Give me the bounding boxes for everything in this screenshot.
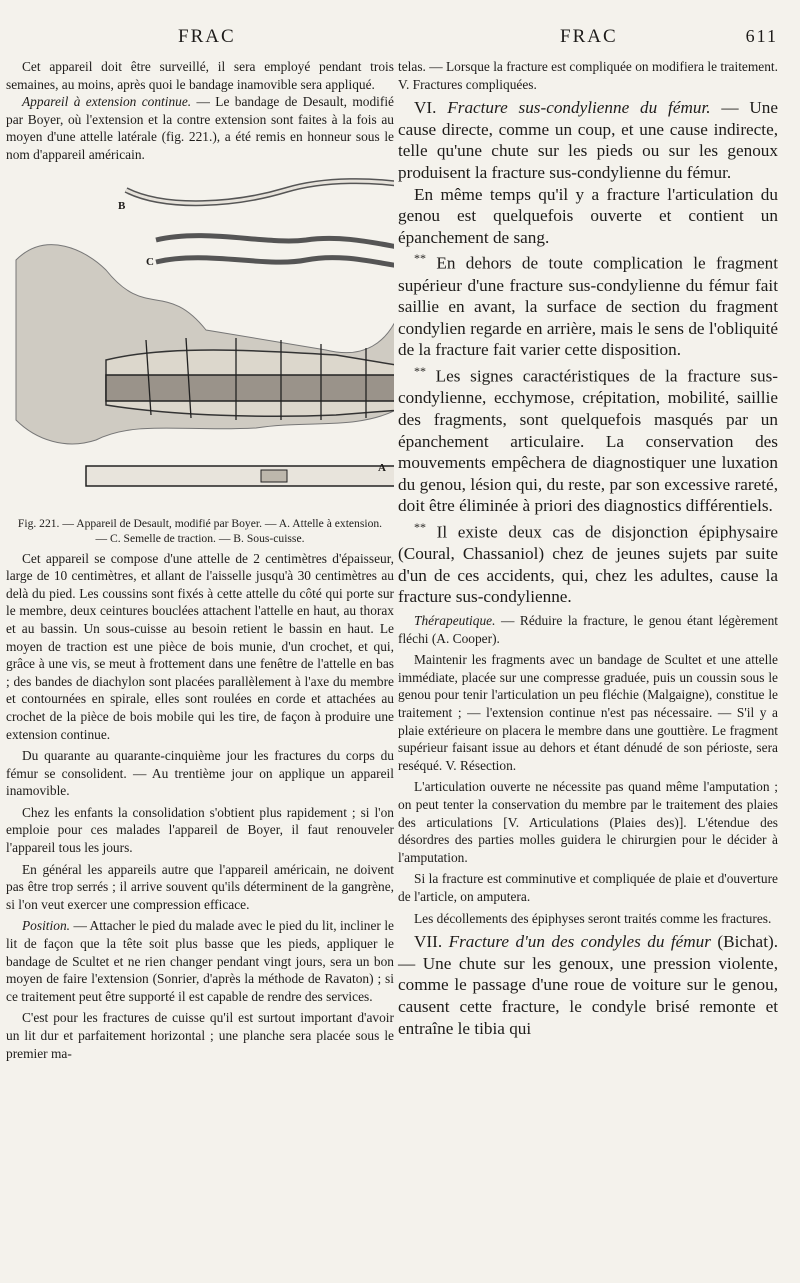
asterism-3: * — [414, 519, 420, 534]
signes-text: Les signes caractéristiques de la fracture sus-condylienne, ecchymose, crépitation, mobilité, saillie des fragments, sont quelquefois masqués par un épanchement articulaire. La conservation des mouvements empêchera de diagnostiquer une luxation du genou, lésion qui, du reste, par son excessive rareté, doit être éliminée à priori des diagnostics différentiels. — [398, 366, 778, 516]
paragraph-articulation: L'articulation ouverte ne nécessite pas quand même l'amputation ; on peut tenter la conservation du membre par le traitement des plaies des articulations [V. Articulations (Plaies des)]. L'étendue des désordres des parties molles guidera le chirurgien pour le décider à l'amputation. — [398, 779, 778, 865]
asterism-2: * — [414, 364, 420, 379]
paragraph-disjonction — [398, 517, 778, 608]
section-7-title: Fracture d'un des condyles du fémur — [448, 932, 711, 952]
caption-line-1: Fig. 221. — Appareil de Desault, modifié par Boyer. — A. Attelle à extension. — [17, 516, 383, 530]
paragraph-signes — [398, 361, 778, 517]
figure-label-c: C — [146, 255, 154, 268]
section-6-number: VI. — [414, 98, 437, 118]
section-6 — [398, 97, 778, 183]
section-7 — [398, 931, 778, 1039]
paragraph-bed: C'est pour les fractures de cuisse qu'il est surtout important d'avoir un lit dur et parfaitement horizontal ; une planche sera placée sous le premier ma- — [6, 1010, 394, 1061]
paragraph-position — [6, 917, 394, 1005]
left-column — [6, 58, 394, 1062]
figure-label-a: A — [378, 461, 386, 474]
asterism-1: * — [414, 251, 420, 266]
section-6-text: — Une cause directe, comme un coup, et une cause indirecte, telle qu'une chute sur les pieds ou sur les genoux produisent la fracture sus-condylienne du fémur. — [398, 98, 778, 182]
asterism-1b: * — [420, 251, 426, 266]
extension-label: Appareil à extension continue. — [22, 94, 192, 110]
splint-illustration — [6, 170, 394, 520]
paragraph-general: En général les appareils autre que l'appareil américain, ne doivent pas être trop serrés ; il arrive souvent qu'ils déterminent de la gangrène, si l'on veut exercer une compression efficace. — [6, 861, 394, 912]
position-text: — Attacher le pied du malade avec le pied du lit, incliner le lit de façon que la tête soit plus basse que les pieds, appliquer le bandage de Scultet et ne rien changer pendant vingt jours, sera un bon moyen de faire l'extension (Sonrier, d'après la méthode de Ravaton) ; si ce traitement peut être supporté il est capable de rendre des services. — [6, 918, 394, 1004]
section-7-number: VII. — [414, 932, 443, 952]
disjonction-text: Il existe deux cas de disjonction épiphysaire (Coural, Chassaniol) chez de jeunes sujets par suite d'un de ces accidents, qui, chez les adultes, cause la fracture sus-condylienne. — [398, 522, 778, 607]
running-head-right: FRAC — [560, 26, 618, 47]
therapeutique-label: Thérapeutique. — [414, 613, 496, 629]
therapeutique-text: — Réduire la fracture, le genou étant légèrement fléchi (A. Cooper). — [398, 613, 778, 646]
paragraph-decollements: Les décollements des épiphyses seront traités comme les fractures. — [414, 910, 772, 926]
paragraph-meme-temps: En même temps qu'il y a fracture l'articulation du genou est quelquefois ouverte et contient un épanchement de sang. — [398, 184, 778, 247]
dehors-text: En dehors de toute complication le fragment supérieur d'une fracture sus-condylienne du fémur fait saillie en avant, la surface de section du fragment condylien regarde en arrière, mais le sens de l'obliquité de la fracture fait varier cette disposition. — [398, 254, 778, 360]
right-column — [398, 58, 778, 1039]
paragraph-children: Chez les enfants la consolidation s'obtient plus rapidement ; si l'on emploie pour ces malades l'appareil de Boyer, il faut renouveler l'appareil tous les jours. — [6, 804, 394, 856]
paragraph-consolidation: Du quarante au quarante-cinquième jour les fractures du corps du fémur se consolident. — Au trentième jour on applique un appareil inamovible. — [6, 748, 394, 799]
extension-paragraph — [6, 93, 394, 163]
caption-line-2: — C. Semelle de traction. — B. Sous-cuisse. — [95, 531, 305, 545]
paragraph-maintenir: Maintenir les fragments avec un bandage de Scultet et une attelle immédiate, placée sur une compresse graduée, puis un coussin sous le genou pour tenir l'articulation un peu fléchie (Malgaigne), constitue le traitement ; — l'extension continue n'est pas nécessaire. — S'il y a plaie extérieure on placera le membre dans une gouttière. Le fragment supérieur faisant issue au dehors et étant dénudé de son périoste, sera reséqué. V. Résection. — [398, 652, 778, 773]
paragraph-composition: Cet appareil se compose d'une attelle de 2 centimètres d'épaisseur, large de 10 centimètres, et allant de l'aisselle jusqu'à 30 centimètres au delà du pied. Les coussins sont fixés à cette attelle du côté qui porte sur le membre, deux ceintures bouclées attachent l'attelle en haut, au thorax et au bassin. Un sous-cuisse au besoin retient le bassin en haut. Le moyen de traction est une pièce de bois munie, d'un crochet, et qui, grâce à une vis, se meut à frottement dans une fenêtre de l'attelle en bas ; des bandes de diachylon sont placées parallèlement à l'axe du membre et contournées en spirale, elles sont roulées en corde et attachées au crochet de la pièce de bois mobile qui les tire, de façon à produire une extension continue. — [6, 550, 394, 742]
figure-label-b: B — [118, 199, 126, 212]
figure-221 — [6, 170, 394, 520]
paragraph-dehors — [398, 248, 778, 361]
asterism-3b: * — [420, 519, 426, 534]
intro-paragraph: Cet appareil doit être surveillé, il sera employé pendant trois semaines, au moins, après quoi le bandage inamovible sera appliqué. — [6, 59, 394, 92]
extension-text: — Le bandage de Desault, modifié par Boyer, où l'extension et la contre extension sont faites à la fois au moyen d'une attelle latérale (fig. 221.), a été remis en honneur sous le nom d'appareil américain. — [6, 94, 394, 162]
position-label: Position. — [22, 918, 70, 934]
paragraph-therapeutique — [398, 612, 778, 647]
page-number: 611 — [745, 26, 778, 46]
top-continuation: telas. — Lorsque la fracture est compliquée on modifiera le traitement. V. Fractures compliquées. — [398, 59, 778, 92]
figure-caption — [6, 516, 394, 546]
asterism-2b: * — [420, 364, 426, 379]
running-head-left: FRAC — [178, 26, 236, 47]
paragraph-comminutive: Si la fracture est comminutive et compliquée de plaie et d'ouverture de l'article, on amputera. — [398, 871, 778, 904]
section-7-text: (Bichat). — Une chute sur les genoux, une pression violente, comme le passage d'une roue de voiture sur le genou, causent cette fracture, le condyle brisé remonte et entraîne le tibia qui — [398, 932, 778, 1038]
section-6-title: Fracture sus-condylienne du fémur. — [447, 98, 711, 118]
